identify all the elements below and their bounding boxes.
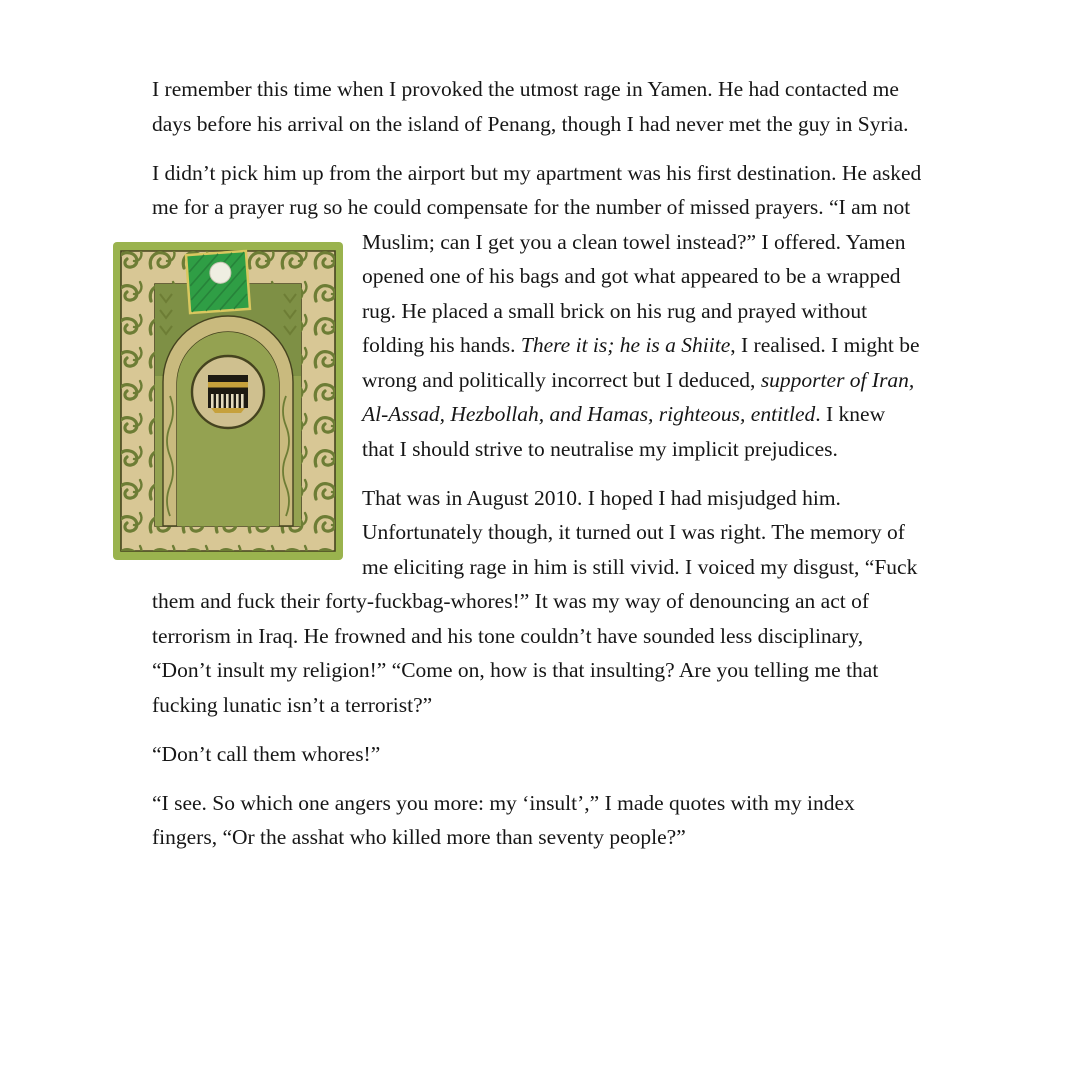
paragraph-4-text: “Don’t call them whores!” [152,741,381,766]
paragraph-2-text-c: , I realised. I might be wrong and politically incorrect but I deduced, [362,333,920,392]
prayer-rug-illustration [113,242,343,560]
paragraph-3-text: That was in August 2010. I hoped I had misjudged him. Unfortunately though, it turned out I was right. The memory of me eliciting rage in him is still vivid. I voiced my disgust, “Fuck them and fuck their forty-fuckbag-whores!” It was my way of denouncing an act of terrorism in Iraq. He frowned and his tone couldn’t have sounded less disciplinary, “Don’t insult my religion!” “Come on, how is that insulting? Are you telling me that fucking lunatic isn’t a terrorist?” [152,485,918,717]
paragraph-2-italic-1: There it is; he is a Shiite [520,333,731,357]
paragraph-2-text-a: I didn’t pick him up from the airport but my apartment was his first destination. He asked me for a prayer rug so he could compensate for the number of missed prayers. “I am not Muslim; can I get you a clean towel [152,160,922,254]
paragraph-5 [152,786,922,855]
prayer-rug-photo [113,242,343,560]
paragraph-2-text-b: instead?” I offered. Yamen opened one of his bags and got what appeared to be a wrapped rug. He placed a small brick on his rug and prayed without folding his hands. [362,229,906,357]
paragraph-4 [152,737,922,772]
paragraph-1-text: I remember this time when I provoked the utmost rage in Yamen. He had contacted me days before his arrival on the island of Penang, though I had never met the guy in Syria. [152,77,909,136]
kaaba-medallion [192,356,264,428]
paragraph-2 [152,156,922,467]
paragraph-2-text-d: . I knew that I should strive to neutralise my implicit prejudices. [362,402,886,461]
kaaba-icon [208,375,248,413]
paragraph-2-italic-2: supporter of Iran, Al-Assad, Hezbollah, and Hamas, righteous, entitled [362,367,915,426]
paragraph-1 [152,72,922,141]
paragraph-5-text: “I see. So which one angers you more: my ‘insult’,” I made quotes with my index fingers, “Or the asshat who killed more than seventy people?” [152,790,855,849]
prayer-brick [186,250,250,312]
